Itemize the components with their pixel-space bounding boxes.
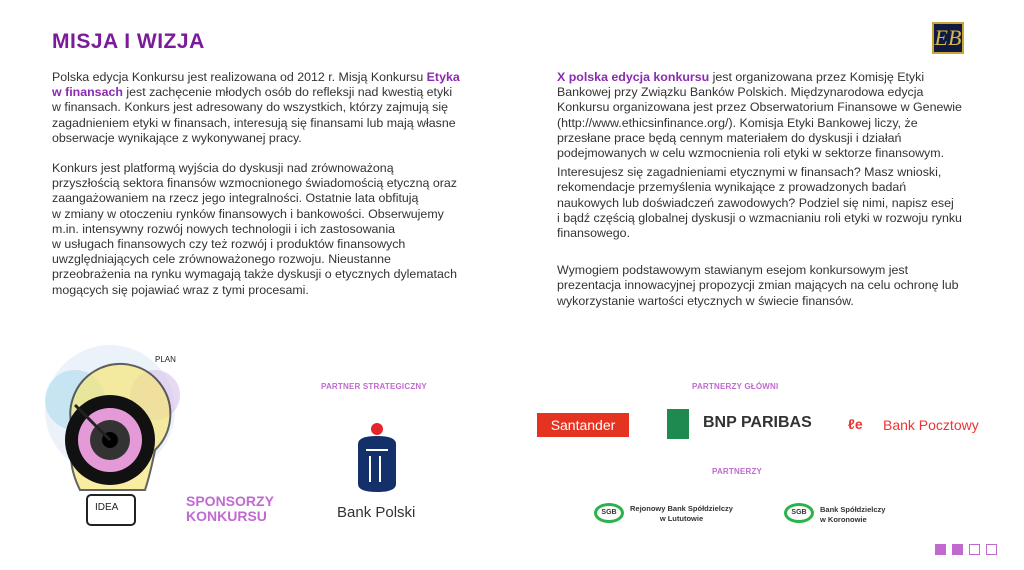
text: SPONSORZY xyxy=(186,493,274,509)
text: KONKURSU xyxy=(186,508,267,524)
text: prezentacja innowacyjnej propozycji zmian mających na celu ochronę lub xyxy=(557,278,959,293)
text: Bank Spółdzielczy xyxy=(820,505,886,514)
invite-paragraph xyxy=(557,165,962,241)
text: naukowych lub doświadczeń zawodowych? Podziel się nimi, napisz esej xyxy=(557,195,954,210)
text: Bankowej przy Związku Banków Polskich. Międzynarodowa edycja xyxy=(557,85,924,100)
text: w usługach finansowych czy też rozwój i produktów finansowych xyxy=(52,237,406,252)
mission-paragraph xyxy=(52,70,460,146)
bnp-star-icon xyxy=(667,409,689,439)
eb-logo: EB xyxy=(932,22,964,54)
page-indicator-1[interactable] xyxy=(935,544,946,555)
partners-label: PARTNERZY xyxy=(712,467,763,476)
text: mogących się pojawiać wraz z tymi procesami. xyxy=(52,282,309,297)
pagination xyxy=(935,544,997,555)
bank-pocztowy-logo: Bank Pocztowy xyxy=(883,417,979,433)
highlight: Etyka xyxy=(426,70,460,84)
text: jest organizowana przez Komisję Etyki xyxy=(709,70,925,84)
text: Konkursu organizowana jest przez Obserwatorium Finansowe w Genewie xyxy=(557,100,962,115)
highlight: X polska edycja konkursu xyxy=(557,70,710,84)
right-column xyxy=(557,70,962,324)
text: w Koronowie xyxy=(820,515,867,524)
text: i bądź częścią globalnej dyskusji o wzmacnianiu roli etyki w rozwoju rynku xyxy=(557,210,962,225)
lightbulb-illustration xyxy=(15,340,205,560)
sponsors-heading xyxy=(186,494,274,524)
platform-paragraph xyxy=(52,161,460,298)
text: Konkurs jest platformą wyjścia do dyskusji nad zrównoważoną xyxy=(52,161,394,176)
partner-koronowo xyxy=(820,505,885,525)
text: obserwacje wynikające z wykonywanej pracy. xyxy=(52,130,302,145)
text: w zmiany w otoczeniu rynków finansowych i bankowości. Obserwujemy xyxy=(52,206,444,221)
text: finansowego. xyxy=(557,226,631,241)
text: Interesujesz się zagadnieniami etycznymi w finansach? Masz wnioski, xyxy=(557,165,942,180)
text: podejmowanych w celu wzmocnienia roli etyki w sektorze finansowym. xyxy=(557,146,945,161)
sgb-logo: SGB xyxy=(784,503,814,523)
text: uwzględniających cele zrównoważonego rozwoju. Nieustanne xyxy=(52,252,391,267)
text: przyszłością sektora finansów wzmocnionego świadomością etyczną oraz xyxy=(52,176,457,191)
text: (http://www.ethicsinfinance.org/). Komisja Etyki Bankowej liczy, że xyxy=(557,115,918,130)
text: Wymogiem podstawowym stawianym esejom konkursowym jest xyxy=(557,263,909,278)
page-title: MISJA I WIZJA xyxy=(52,30,205,53)
santander-logo: Santander xyxy=(537,413,629,437)
requirement-paragraph xyxy=(557,263,962,309)
text: w Lututowie xyxy=(659,514,704,523)
main-partners-label: PARTNERZY GŁÓWNI xyxy=(692,382,779,391)
pko-logo xyxy=(352,422,402,494)
highlight: w finansach xyxy=(52,85,123,100)
bnp-paribas-logo: BNP PARIBAS xyxy=(703,414,812,431)
text: przesłane prace będą cennym materiałem do dyskusji i działań xyxy=(557,130,902,145)
page-indicator-2[interactable] xyxy=(952,544,963,555)
text: zaangażowaniem na rzecz jego integralności. Ostatnie lata obfitują xyxy=(52,191,419,206)
text: w finansach. Konkurs jest adresowany do wszystkich, którzy zajmują się xyxy=(52,100,448,115)
page-indicator-3[interactable] xyxy=(969,544,980,555)
partner-lututow xyxy=(630,504,733,524)
plan-label: PLAN xyxy=(155,355,176,364)
pko-bank-polski: Bank Polski xyxy=(337,504,416,521)
sgb-logo: SGB xyxy=(594,503,624,523)
text: m.in. intensywny rozwój nowych technologii i ich zastosowania xyxy=(52,221,395,236)
text: jest zachęcenie młodych osób do refleksji nad kwestią etyki xyxy=(122,85,453,100)
strategic-partner-label: PARTNER STRATEGICZNY xyxy=(321,382,427,391)
text: przeobrażenia na rynku wymagają także dyskusji o etycznych dylematach xyxy=(52,267,457,282)
text: Polska edycja Konkursu jest realizowana od 2012 r. Misją Konkursu xyxy=(52,70,427,84)
edition-paragraph xyxy=(557,70,962,161)
bank-pocztowy-icon: ℓe xyxy=(848,416,863,432)
text: rekomendacje przemyślenia wynikające z prowadzonych badań xyxy=(557,180,907,195)
page-indicator-4[interactable] xyxy=(986,544,997,555)
idea-label: IDEA xyxy=(95,502,119,513)
left-column xyxy=(52,70,460,313)
text: zagadnieniem etyki w finansach, interesują się finansami lub mają własne xyxy=(52,115,456,130)
text: Rejonowy Bank Spółdzielczy xyxy=(630,504,733,513)
text: wykorzystanie wartości etycznych w świecie finansów. xyxy=(557,293,854,308)
